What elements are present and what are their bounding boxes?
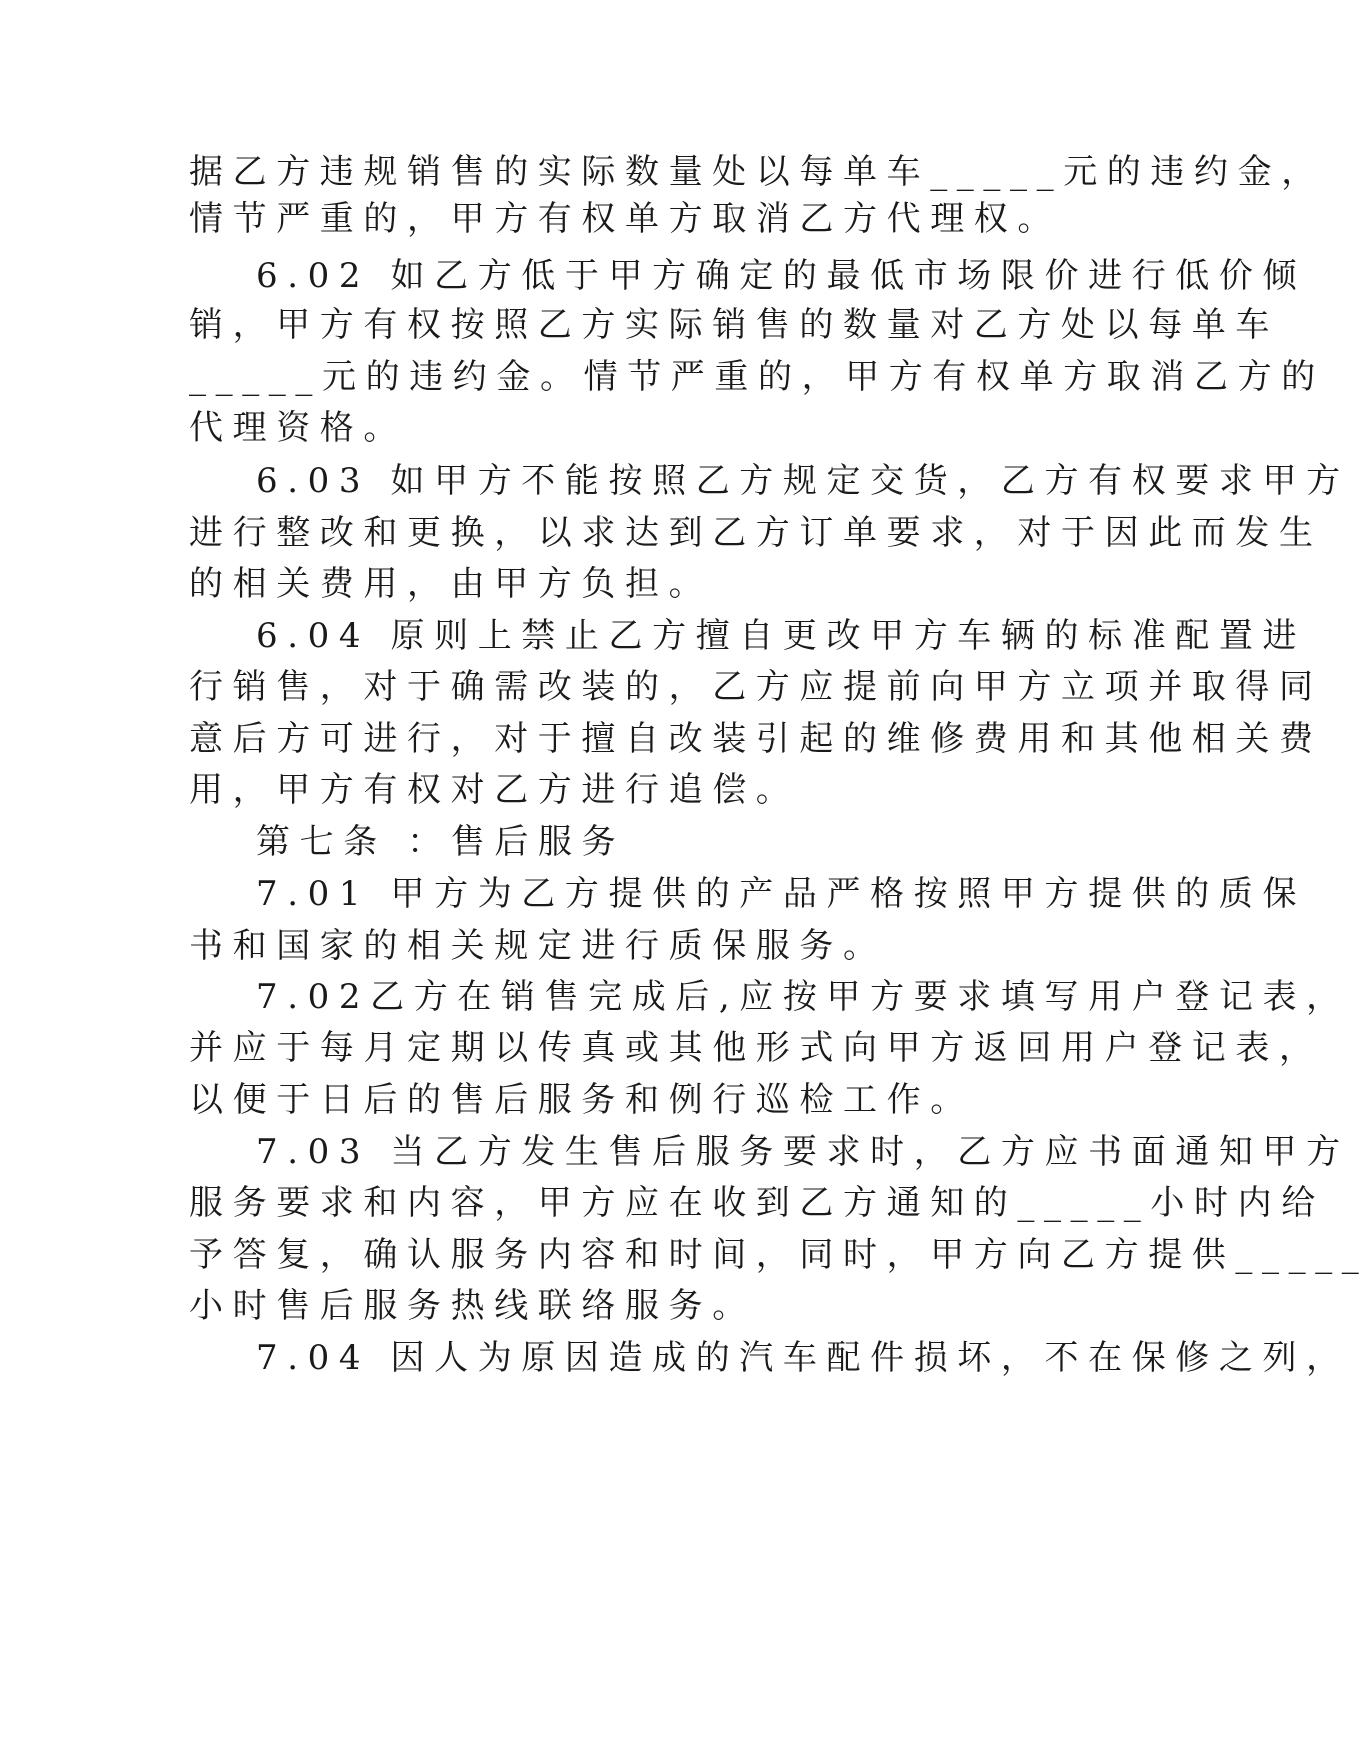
text-line: 以便于日后的售后服务和例行巡检工作。	[189, 1080, 974, 1120]
clause-6-04-line: 6.04 原则上禁止乙方擅自更改甲方车辆的标准配置进	[256, 616, 1307, 656]
text-line: _____元的违约金。情节严重的，甲方有权单方取消乙方的	[189, 357, 1325, 397]
article-7-heading: 第七条 ：售后服务	[256, 822, 626, 862]
text-line: 据乙方违规销售的实际数量处以每单车_____元的违约金，	[189, 152, 1325, 192]
text-line: 服务要求和内容，甲方应在收到乙方通知的_____小时内给	[189, 1183, 1325, 1223]
text-line: 意后方可进行，对于擅自改装引起的维修费用和其他相关费	[189, 719, 1323, 759]
text-line: 进行整改和更换，以求达到乙方订单要求，对于因此而发生	[189, 513, 1323, 553]
text-line: 用，甲方有权对乙方进行追偿。	[189, 770, 800, 810]
clause-6-03-line: 6.03 如甲方不能按照乙方规定交货，乙方有权要求甲方	[256, 461, 1350, 501]
text-line: 销，甲方有权按照乙方实际销售的数量对乙方处以每单车	[189, 305, 1279, 345]
clause-7-03-line: 7.03 当乙方发生售后服务要求时，乙方应书面通知甲方	[256, 1132, 1350, 1172]
text-line: 代理资格。	[189, 408, 407, 448]
text-line: 予答复，确认服务内容和时间，同时，甲方向乙方提供_____	[189, 1235, 1368, 1275]
clause-7-04-line: 7.04 因人为原因造成的汽车配件损坏，不在保修之列，	[256, 1338, 1350, 1378]
text-line: 并应于每月定期以传真或其他形式向甲方返回用户登记表，	[189, 1028, 1323, 1068]
clause-6-02-line: 6.02 如乙方低于甲方确定的最低市场限价进行低价倾	[256, 256, 1307, 296]
clause-7-01-line: 7.01 甲方为乙方提供的产品严格按照甲方提供的质保	[256, 874, 1307, 914]
clause-7-02-line: 7.02乙方在销售完成后,应按甲方要求填写用户登记表，	[256, 977, 1350, 1017]
text-line: 行销售，对于确需改装的，乙方应提前向甲方立项并取得同	[189, 667, 1323, 707]
text-line: 小时售后服务热线联络服务。	[189, 1286, 756, 1326]
text-line: 情节严重的，甲方有权单方取消乙方代理权。	[189, 199, 1061, 239]
text-line: 书和国家的相关规定进行质保服务。	[189, 926, 887, 966]
text-line: 的相关费用，由甲方负担。	[189, 564, 713, 604]
